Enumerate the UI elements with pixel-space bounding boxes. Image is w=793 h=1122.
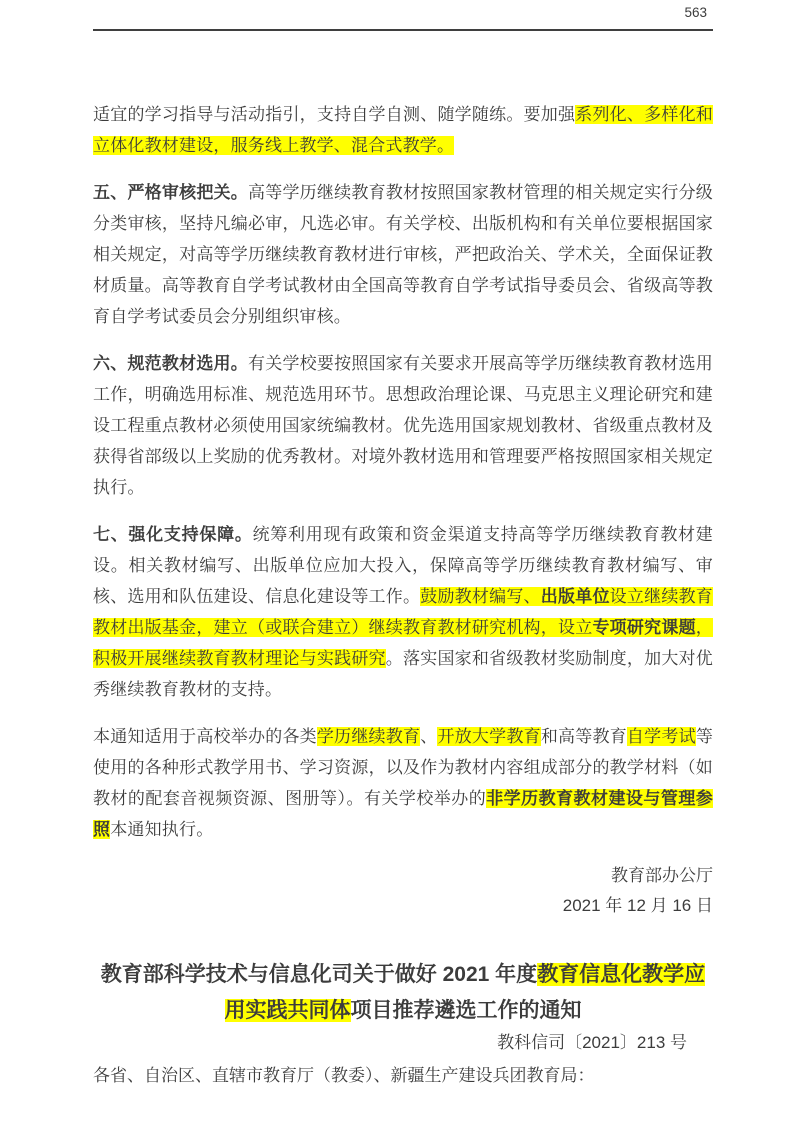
paragraph-section-5 bbox=[93, 177, 713, 332]
page-number: 563 bbox=[684, 5, 707, 20]
text-run: 本通知执行。 bbox=[110, 820, 214, 839]
text-run: 鼓励教材编写、 bbox=[420, 587, 541, 606]
text-run: 。落实国家和省级教材奖励制度，加大对优秀继续教育教材的支持。 bbox=[93, 649, 713, 699]
header-rule bbox=[93, 29, 713, 31]
paragraph-scope bbox=[93, 721, 713, 845]
text-run: 自学考试 bbox=[626, 727, 696, 746]
text-run: 设立继续教育教材出版基金，建立（或联合建立）继续教育教材研究机构，设立 bbox=[93, 587, 713, 637]
text-run: 教育部科学技术与信息化司关于做好 2021 年度 bbox=[100, 963, 538, 986]
paragraph-section-7 bbox=[93, 519, 713, 705]
text-run: 适宜的学习指导与活动指引，支持自学自测、随学随练。要加强 bbox=[93, 105, 576, 124]
text-run: 有关学校要按照国家有关要求开展高等学历继续教育教材选用工作，明确选用标准、规范选用环节。思想政治理论课、马克思主义理论研究和建设工程重点教材必须使用国家统编教材。优先选用国家规划教材、省级重点教材及获得省部级以上奖励的优秀教材。对境外教材选用和管理要严格按照国家相关规定执行。 bbox=[93, 354, 713, 497]
text-run: 和高等教育 bbox=[540, 727, 627, 746]
doc-number: 教科信司〔2021〕213 号 bbox=[497, 1033, 687, 1052]
text-run: 五、严格审核把关。 bbox=[93, 183, 249, 202]
text-run: 六、规范教材选用。 bbox=[93, 354, 249, 373]
signature-date: 2021 年 12 月 16 日 bbox=[562, 896, 713, 915]
text-run: 教育信息化教学应用实践共同体 bbox=[224, 963, 706, 1022]
paragraph-intro bbox=[93, 99, 713, 161]
text-run: 、 bbox=[420, 727, 438, 746]
text-run: 专项研究课题 bbox=[592, 618, 696, 637]
text-run: 本通知适用于高校举办的各类 bbox=[93, 727, 317, 746]
text-run: 项目推荐遴选工作的通知 bbox=[350, 999, 582, 1022]
paragraph-section-6 bbox=[93, 348, 713, 503]
document-content bbox=[93, 99, 713, 1091]
text-run: 开放大学教育 bbox=[437, 727, 541, 746]
text-run: 出版单位 bbox=[540, 587, 610, 606]
next-notice-title bbox=[93, 957, 713, 1029]
text-run: 非学历教育教材建设与管理参照 bbox=[93, 789, 713, 839]
addressee-line: 各省、自治区、直辖市教育厅（教委）、新疆生产建设兵团教育局： bbox=[93, 1066, 595, 1085]
text-run: 高等学历继续教育教材按照国家教材管理的相关规定实行分级分类审核，坚持凡编必审，凡选必审。有关学校、出版机构和有关单位要根据国家相关规定，对高等学历继续教育教材进行审核，严把政治关、学术关，全面保证教材质量。高等教育自学考试教材由全国高等教育自学考试指导委员会、省级高等教育自学考试委员会分别组织审核。 bbox=[93, 183, 713, 326]
text-run: 七、强化支持保障。 bbox=[93, 525, 253, 544]
text-run: 系列化、多样化和立体化教材建设，服务线上教学、混合式教学。 bbox=[93, 105, 713, 155]
text-run: ，积极开展继续教育教材理论与实践研究 bbox=[93, 618, 713, 668]
text-run: 学历继续教育 bbox=[316, 727, 421, 746]
signature-org: 教育部办公厅 bbox=[611, 866, 713, 885]
text-run: 等使用的各种形式教学用书、学习资源，以及作为教材内容组成部分的教学材料（如教材的配套音视频资源、图册等）。有关学校举办的 bbox=[93, 727, 714, 808]
text-run: 统筹利用现有政策和资金渠道支持高等学历继续教育教材建设。相关教材编写、出版单位应加大投入，保障高等学历继续教育教材编写、审核、选用和队伍建设、信息化建设等工作。 bbox=[93, 525, 713, 606]
